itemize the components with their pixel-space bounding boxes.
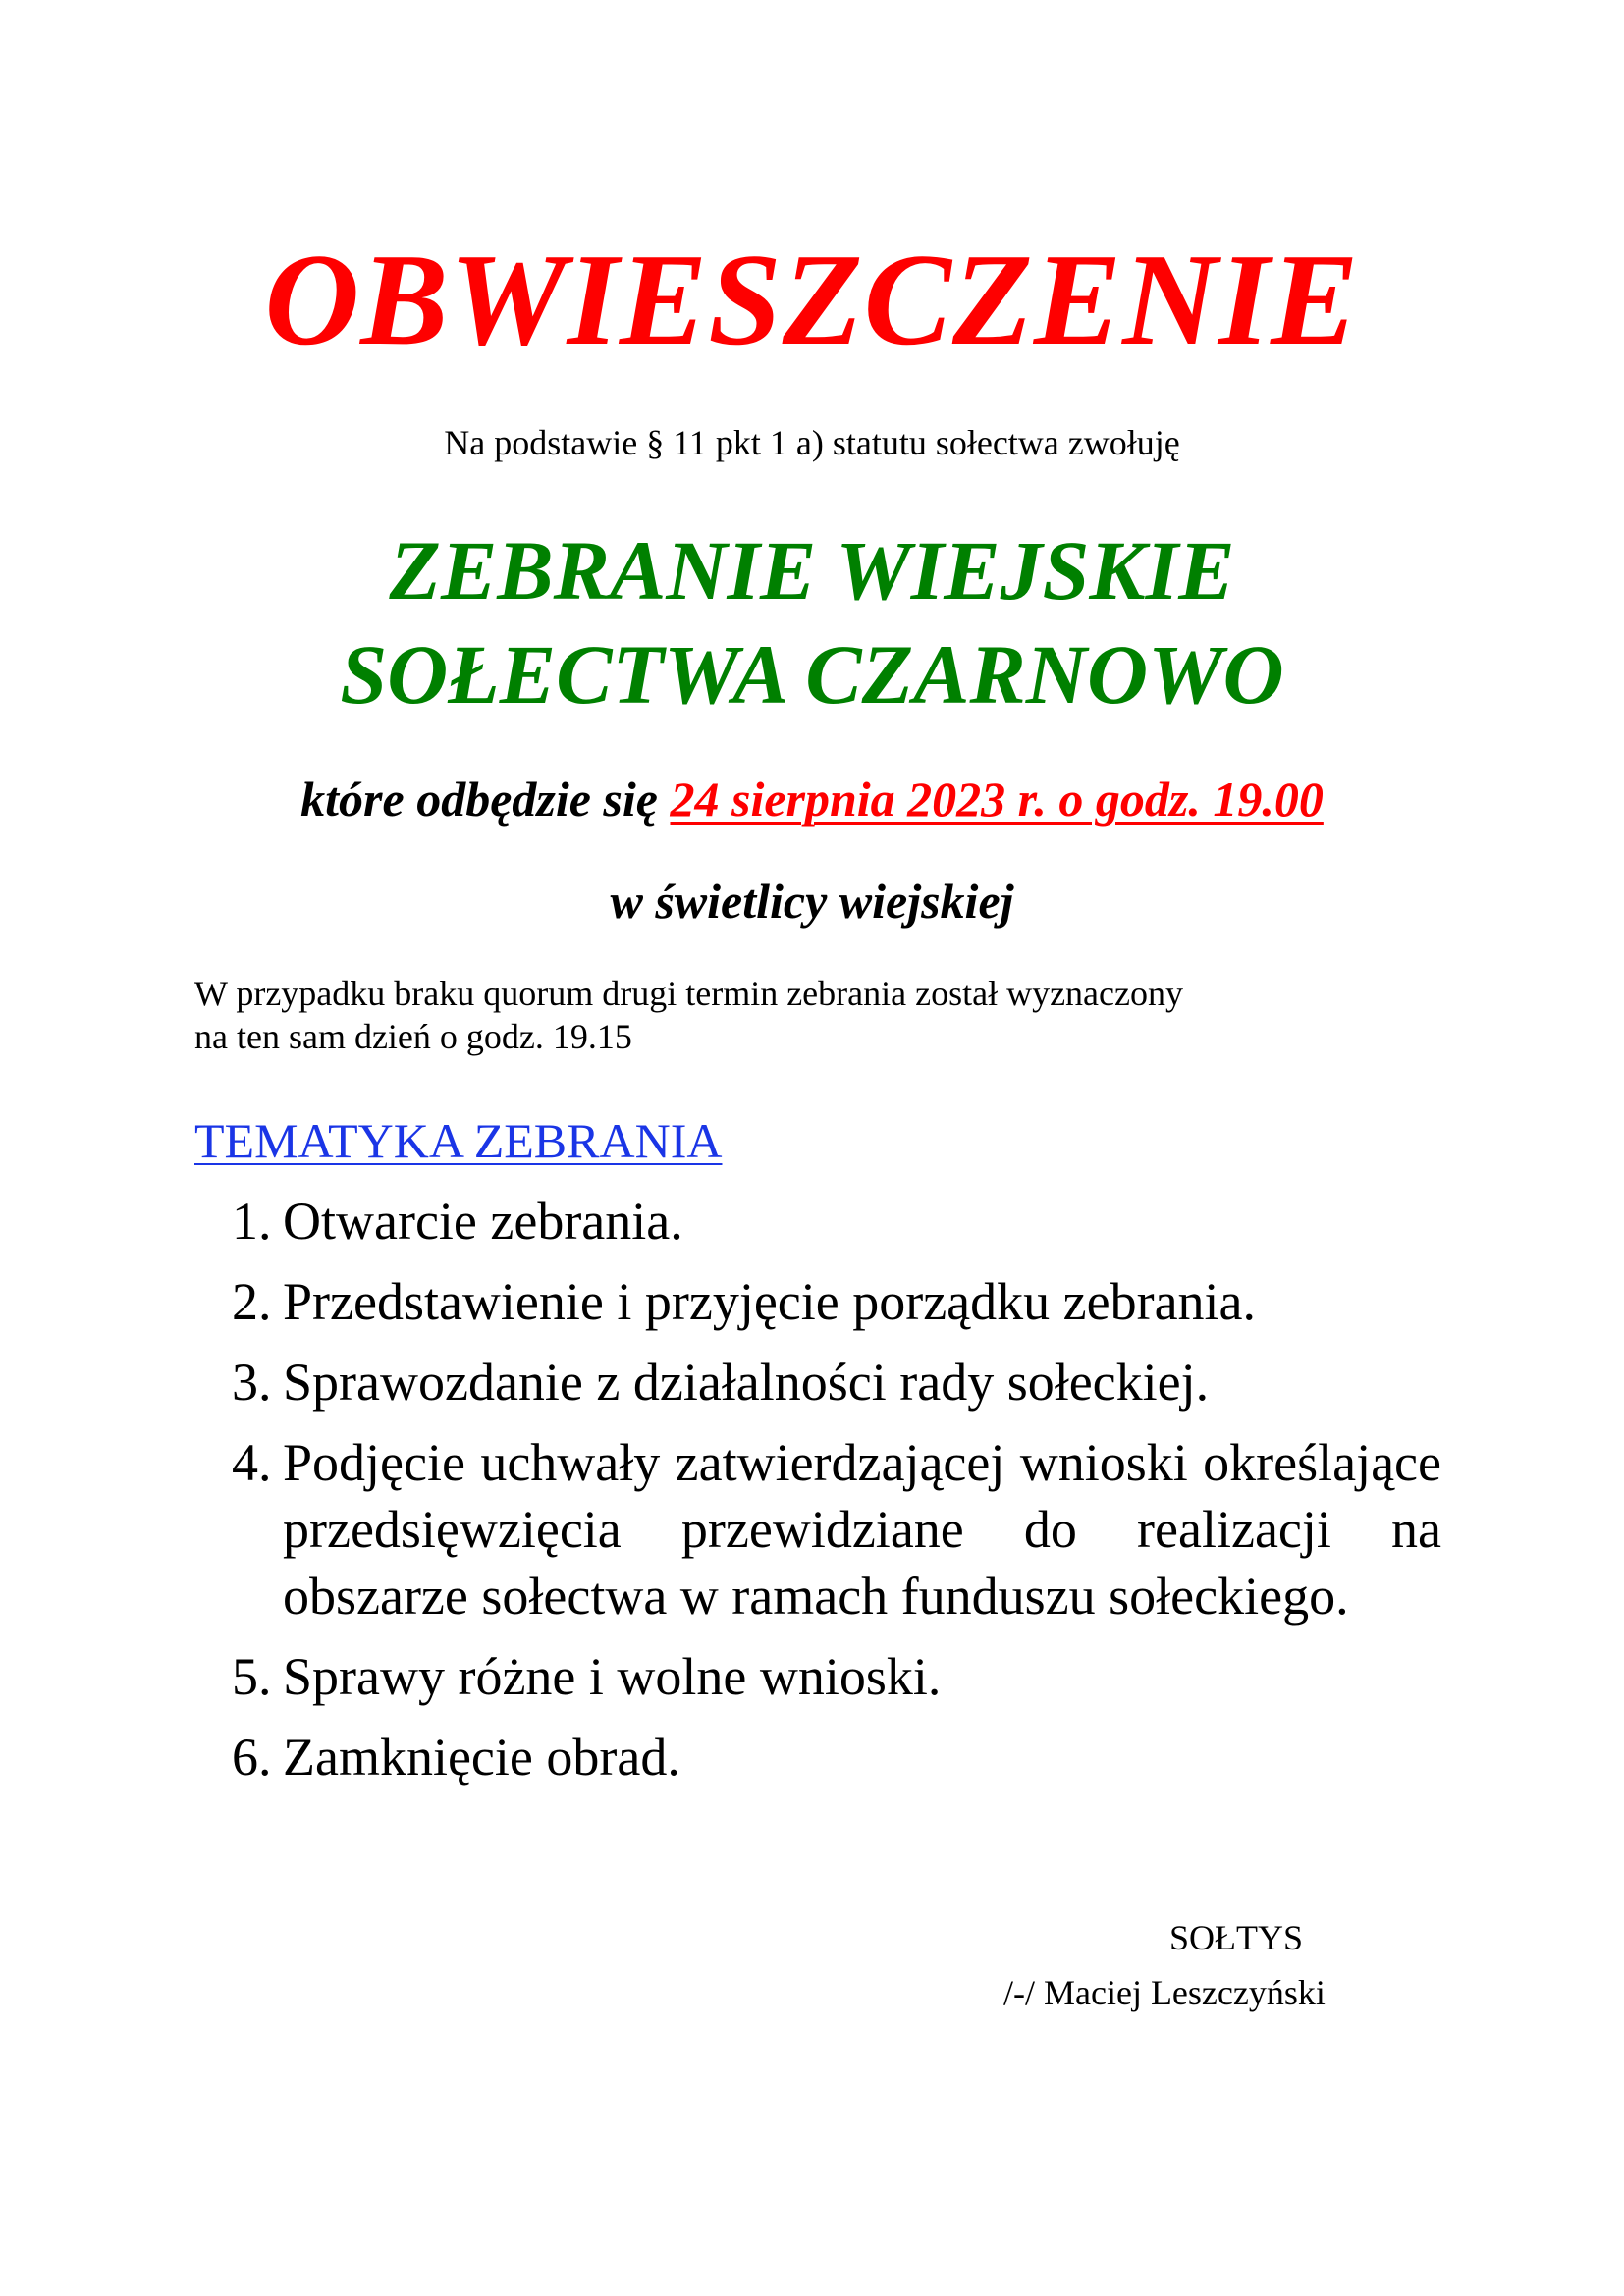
- signature-role: SOŁTYS: [1168, 1918, 1304, 1957]
- quorum-note: [194, 972, 1441, 1058]
- quorum-note-line-2: na ten sam dzień o godz. 19.15: [194, 1017, 632, 1056]
- agenda-item-text: Podjęcie uchwały zatwierdzającej wnioski określające przedsięwzięcia przewidziane do realizacji na obszarze sołectwa w ramach funduszu sołeckiego.: [283, 1433, 1441, 1626]
- agenda-item-text: Sprawozdanie z działalności rady sołeckiej.: [283, 1353, 1210, 1412]
- meeting-title: [0, 518, 1624, 726]
- quorum-note-line-1: W przypadku braku quorum drugi termin zebrania został wyznaczony: [194, 974, 1183, 1013]
- agenda-item-number: 4.: [232, 1433, 272, 1492]
- agenda-item-number: 6.: [232, 1728, 272, 1787]
- agenda-item: [232, 1643, 1441, 1710]
- agenda-item-text: Sprawy różne i wolne wnioski.: [283, 1647, 942, 1706]
- agenda-item-text: Zamknięcie obrad.: [283, 1728, 680, 1787]
- agenda-item-number: 3.: [232, 1353, 272, 1412]
- agenda-item-text: Otwarcie zebrania.: [283, 1192, 683, 1251]
- notice-title: OBWIESZCZENIE: [264, 227, 1360, 372]
- signature-block: [982, 1910, 1443, 2020]
- meeting-date: 24 sierpnia 2023 r. o godz. 19.00: [670, 772, 1324, 827]
- meeting-place: w świetlicy wiejskiej: [610, 874, 1014, 929]
- meeting-date-line: [0, 768, 1624, 830]
- legal-basis-line: Na podstawie § 11 pkt 1 a) statutu sołectwa zwołuję: [444, 423, 1180, 462]
- agenda-item: [232, 1188, 1441, 1255]
- agenda-item-number: 1.: [232, 1192, 272, 1251]
- date-intro: które odbędzie się: [300, 772, 671, 827]
- signature-name: /-/ Maciej Leszczyński: [1003, 1973, 1326, 2012]
- agenda-item: [232, 1429, 1441, 1629]
- agenda-item: [232, 1349, 1441, 1415]
- agenda-list: [232, 1188, 1441, 1804]
- agenda-heading: TEMATYKA ZEBRANIA: [194, 1113, 723, 1168]
- agenda-item: [232, 1724, 1441, 1790]
- agenda-item-number: 5.: [232, 1647, 272, 1706]
- agenda-item-number: 2.: [232, 1272, 272, 1331]
- agenda-item-text: Przedstawienie i przyjęcie porządku zebrania.: [283, 1272, 1257, 1331]
- agenda-item: [232, 1268, 1441, 1335]
- meeting-title-line-1: ZEBRANIE WIEJSKIE: [389, 523, 1235, 617]
- meeting-title-line-2: SOŁECTWA CZARNOWO: [340, 627, 1284, 721]
